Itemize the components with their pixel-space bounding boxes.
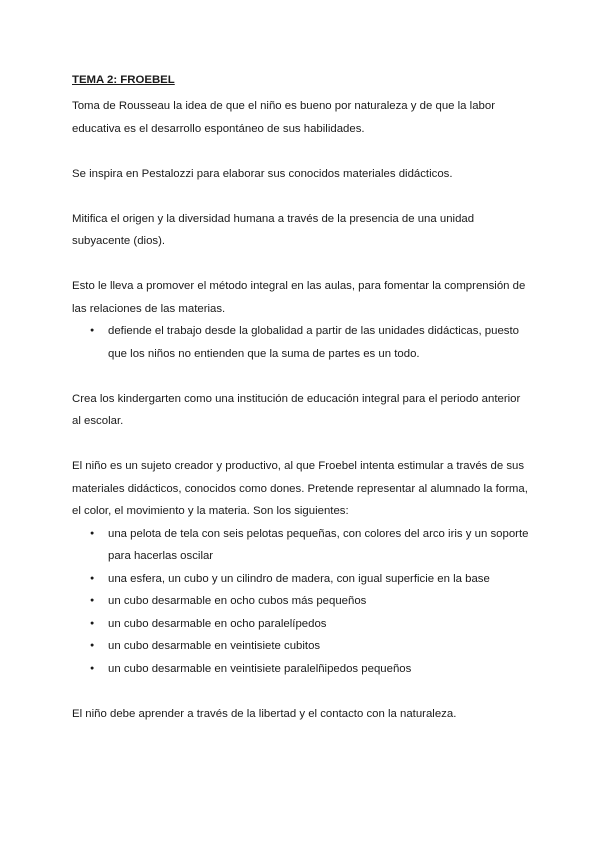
paragraph-gap xyxy=(72,680,532,703)
paragraph-pestalozzi: Se inspira en Pestalozzi para elaborar sus conocidos materiales didácticos. xyxy=(72,167,453,180)
paragraph-gap xyxy=(72,140,532,163)
paragraph-libertad: El niño debe aprender a través de la libertad y el contacto con la naturaleza. xyxy=(72,707,457,720)
list-item: ● defiende el trabajo desde la globalidad a partir de las unidades didácticas, puesto que los niños no entienden que la suma de partes es un todo. xyxy=(72,320,532,365)
list-item: ● un cubo desarmable en veintisiete cubitos xyxy=(72,635,532,658)
list-item: ● un cubo desarmable en ocho cubos más pequeños xyxy=(72,590,532,613)
bullet-list-metodo xyxy=(72,320,532,365)
list-item: ● una pelota de tela con seis pelotas pequeñas, con colores del arco iris y un soporte para hacerlas oscilar xyxy=(72,523,532,568)
list-item: ● un cubo desarmable en veintisiete paralelñipedos pequeños xyxy=(72,658,532,681)
paragraph-gap xyxy=(72,185,532,208)
list-item: ● una esfera, un cubo y un cilindro de madera, con igual superficie en la base xyxy=(72,568,532,591)
paragraph-dones: El niño es un sujeto creador y productivo, al que Froebel intenta estimular a través de sus materiales didácticos, conocidos como dones. Pretende representar al alumnado la forma, el color, el movimiento y la materia. Son los siguientes: xyxy=(72,460,528,517)
paragraph-gap xyxy=(72,253,532,276)
paragraph-unidad: Mitifica el origen y la diversidad humana a través de la presencia de una unidad subyacente (dios). xyxy=(72,212,475,247)
paragraph-kindergarten: Crea los kindergarten como una institución de educación integral para el periodo anterior al escolar. xyxy=(72,392,521,427)
document-page xyxy=(72,72,532,725)
paragraph-rousseau: Toma de Rousseau la idea de que el niño es bueno por naturaleza y de que la labor educativa es el desarrollo espontáneo de sus habilidades. xyxy=(72,100,496,135)
bullet-list-dones xyxy=(72,523,532,681)
document-title: TEMA 2: FROEBEL xyxy=(72,74,175,86)
list-item: ● un cubo desarmable en ocho paralelípedos xyxy=(72,613,532,636)
paragraph-gap xyxy=(72,433,532,456)
paragraph-metodo-integral: Esto le lleva a promover el método integral en las aulas, para fomentar la comprensión de las relaciones de las materias. xyxy=(72,280,526,315)
paragraph-gap xyxy=(72,365,532,388)
